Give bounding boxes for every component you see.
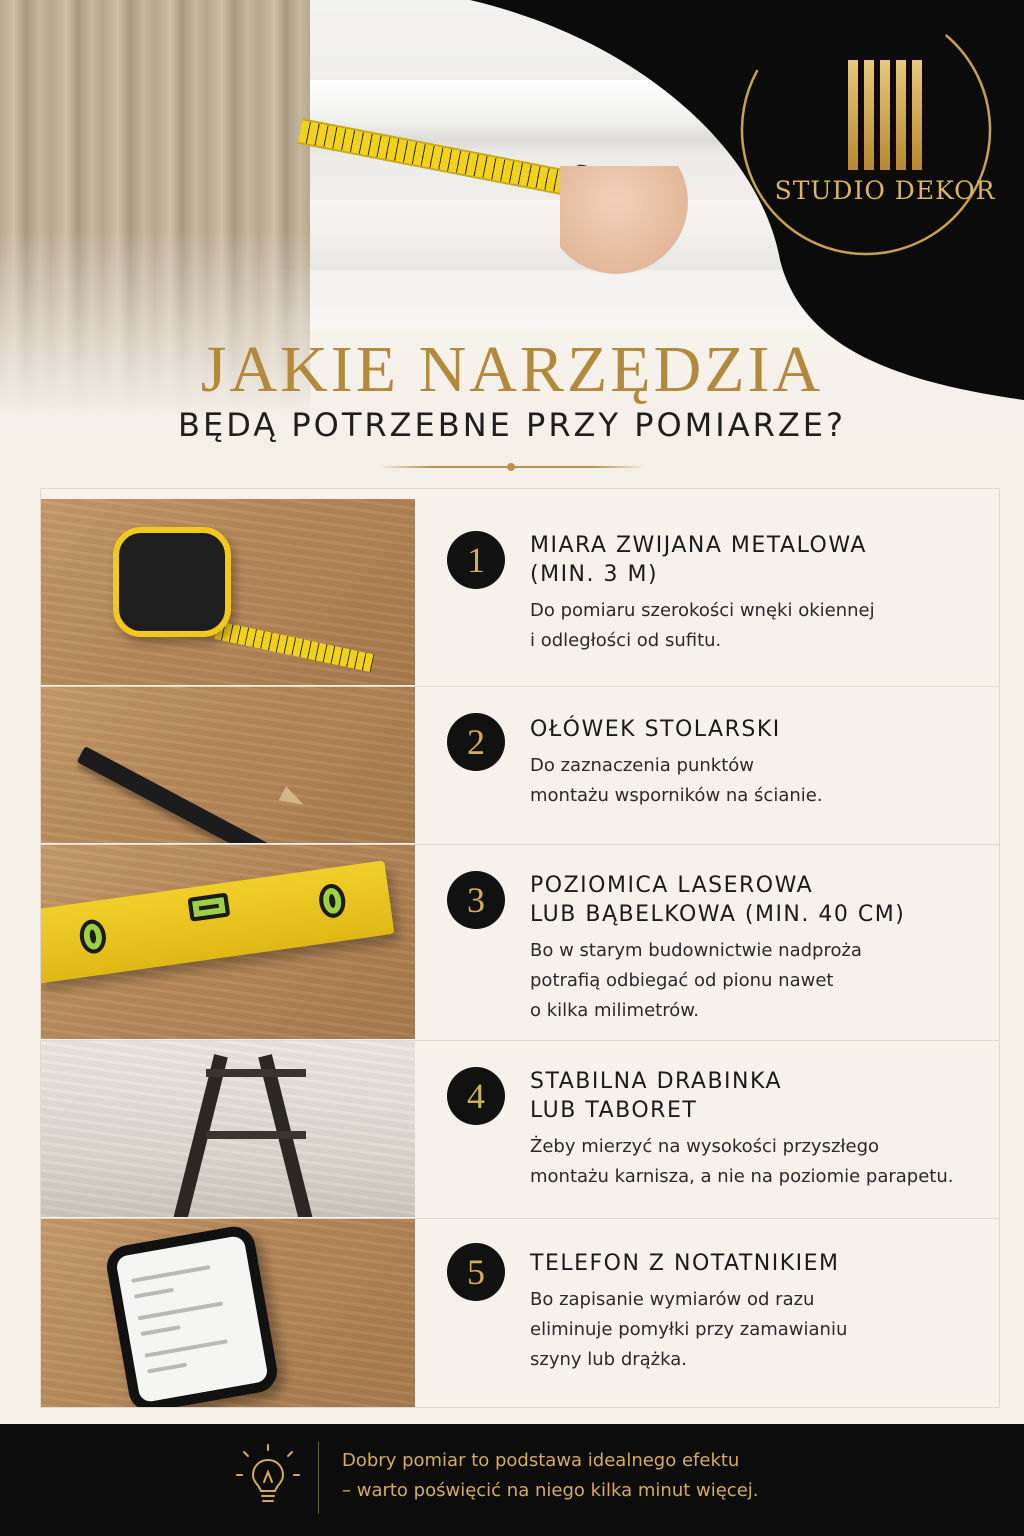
list-item — [41, 1041, 999, 1219]
item-title: MIARA ZWIJANA METALOWA (MIN. 3 M) — [530, 533, 867, 587]
level-body — [41, 860, 394, 983]
item-number: 2 — [447, 713, 505, 771]
item-number: 3 — [447, 871, 505, 929]
tape-measure-photo — [41, 499, 415, 685]
step-ladder-photo — [41, 1041, 415, 1217]
pencil-tip — [279, 786, 308, 811]
footer-divider — [318, 1442, 319, 1514]
lightbulb-icon — [232, 1442, 304, 1514]
note-line — [144, 1339, 227, 1358]
ladder-step — [206, 1069, 306, 1077]
level-vial — [78, 918, 108, 955]
ladder-step — [206, 1131, 306, 1139]
carpenter-pencil-photo — [41, 687, 415, 843]
note-line — [140, 1325, 180, 1336]
item-title: OŁÓWEK STOLARSKI — [530, 717, 781, 742]
note-line — [138, 1301, 223, 1320]
item-title: STABILNA DRABINKA LUB TABORET — [530, 1069, 783, 1123]
level-vial — [317, 882, 347, 919]
note-line — [134, 1288, 174, 1299]
title-divider-dot — [507, 463, 515, 471]
item-number: 5 — [447, 1243, 505, 1301]
page-title: JAKIE NARZĘDZIA — [200, 333, 824, 406]
list-item — [41, 687, 999, 845]
item-description: Bo w starym budownictwie nadproża potrafią odbiegać od pionu nawet o kilka milimetrów. — [530, 940, 862, 1021]
note-line — [147, 1363, 187, 1374]
level-vial — [187, 892, 230, 921]
tape-blade — [214, 621, 374, 672]
note-line — [131, 1265, 210, 1283]
item-title: POZIOMICA LASEROWA LUB BĄBELKOWA (MIN. 40 CM) — [530, 873, 906, 927]
phone — [104, 1223, 281, 1407]
footer-tip: Dobry pomiar to podstawa idealnego efektu – warto poświęcić na niego kilka minut więcej. — [342, 1450, 759, 1501]
item-number: 1 — [447, 531, 505, 589]
list-item — [41, 1219, 999, 1409]
list-item — [41, 489, 999, 687]
item-description: Bo zapisanie wymiarów od razu eliminuje pomyłki przy zamawianiu szyny lub drążka. — [530, 1289, 848, 1370]
item-title: TELEFON Z NOTATNIKIEM — [530, 1251, 840, 1276]
item-description: Do pomiaru szerokości wnęki okiennej i odległości od sufitu. — [530, 600, 875, 651]
spirit-level-photo — [41, 845, 415, 1039]
phone-notes-photo — [41, 1219, 415, 1407]
footer-banner — [0, 1424, 1024, 1536]
item-description: Do zaznaczenia punktów montażu wsporników na ścianie. — [530, 755, 823, 806]
list-item — [41, 845, 999, 1041]
page-subtitle: BĘDĄ POTRZEBNE PRZY POMIARZE? — [178, 406, 846, 444]
brand-name: STUDIO DEKOR — [774, 176, 996, 205]
item-number: 4 — [447, 1067, 505, 1125]
item-description: Żeby mierzyć na wysokości przyszłego montażu karnisza, a nie na poziomie parapetu. — [530, 1136, 954, 1187]
vertical-bars-logo-icon — [848, 60, 924, 170]
tools-list — [40, 488, 1000, 1408]
pencil-body — [77, 746, 289, 843]
tape-body — [113, 527, 231, 637]
